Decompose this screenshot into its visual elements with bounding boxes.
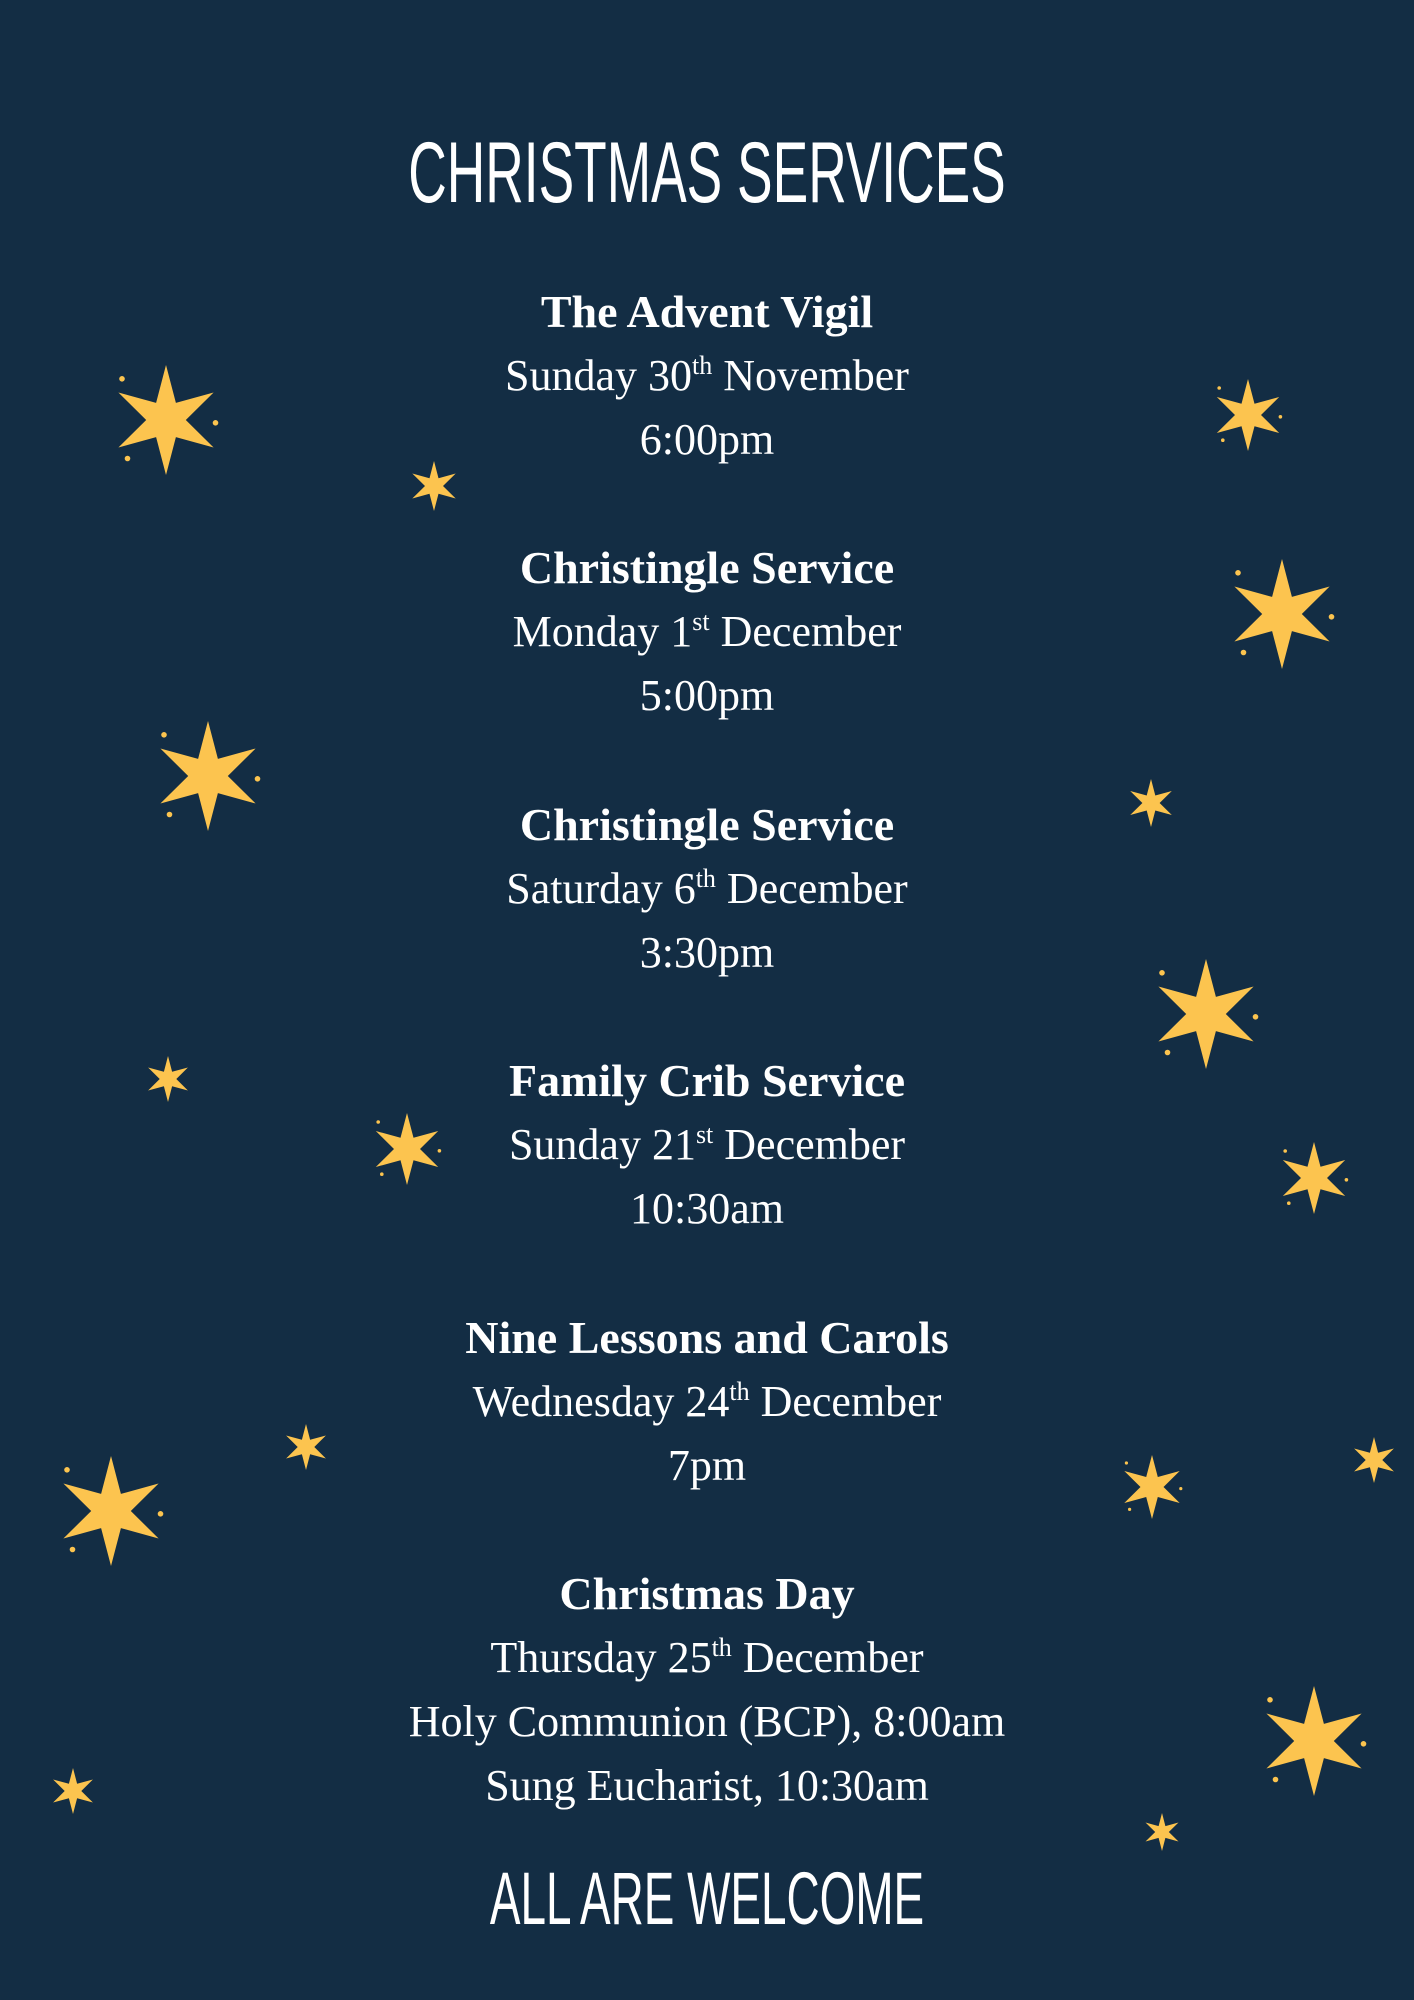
poster-title: CHRISTMAS SERVICES: [408, 125, 1006, 221]
service-date: Saturday 6th December: [506, 864, 908, 913]
service-time: 5:00pm: [639, 671, 775, 720]
service-family-crib: [0, 1049, 1414, 1241]
service-time: 7pm: [667, 1441, 747, 1490]
service-christingle-2: [0, 793, 1414, 985]
service-advent-vigil: [0, 280, 1414, 472]
service-name: Family Crib Service: [508, 1055, 905, 1106]
six-point-star-icon: [1146, 1813, 1179, 1851]
service-name: Christingle Service: [519, 542, 895, 593]
service-date: Sunday 30th November: [505, 351, 909, 400]
service-christmas-day: [0, 1562, 1414, 1818]
service-name: Christingle Service: [519, 799, 895, 850]
service-name: Nine Lessons and Carols: [465, 1312, 949, 1363]
service-date: Sunday 21st December: [508, 1120, 906, 1169]
service-time: 3:30pm: [639, 928, 775, 977]
service-name: The Advent Vigil: [540, 286, 874, 337]
footer-welcome: ALL ARE WELCOME: [489, 1857, 925, 1940]
service-christingle-1: [0, 536, 1414, 728]
service-name: Christmas Day: [559, 1568, 855, 1619]
service-time: Sung Eucharist, 10:30am: [485, 1761, 929, 1810]
service-nine-lessons: [0, 1306, 1414, 1498]
service-date: Wednesday 24th December: [472, 1377, 942, 1426]
service-date: Thursday 25th December: [490, 1633, 924, 1682]
service-time: 6:00pm: [639, 415, 775, 464]
service-time: Holy Communion (BCP), 8:00am: [408, 1697, 1006, 1746]
service-time: 10:30am: [630, 1184, 784, 1233]
service-date: Monday 1st December: [512, 607, 902, 656]
